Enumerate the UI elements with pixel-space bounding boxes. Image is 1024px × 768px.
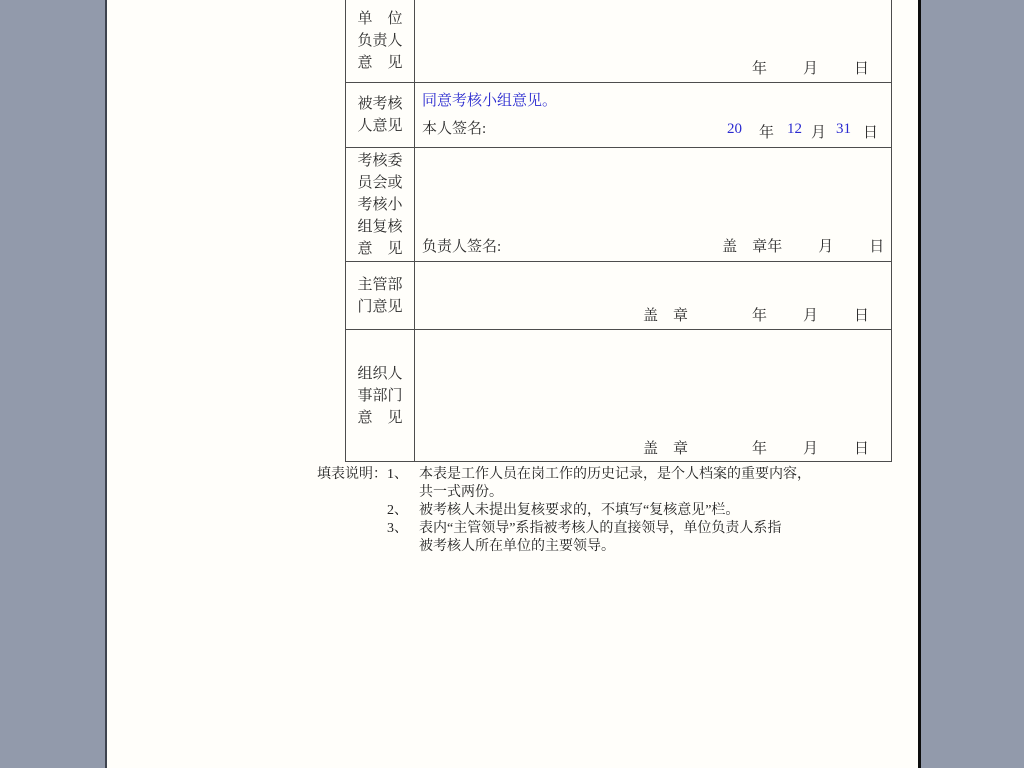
month-label: 月 [810, 125, 826, 141]
row-label-line: 组复核 [357, 218, 403, 235]
row-label-line: 员会或 [357, 174, 403, 191]
date-line [752, 304, 869, 325]
day-value: 31 [835, 121, 851, 137]
row-label-line: 门意见 [357, 298, 403, 315]
signature-label: 本人签名: [422, 121, 487, 137]
row-label-line: 被考核 [357, 96, 403, 112]
note-line: 表内“主管领导”系指被考核人的直接领导，单位负责人系指 [419, 521, 782, 536]
month-label: 月 [802, 61, 818, 77]
row-label-line: 意 见 [357, 410, 403, 426]
note-number: 1、 [387, 467, 408, 482]
row-label-line: 考核委 [357, 152, 403, 169]
row-label-line: 主管部 [357, 276, 403, 293]
table-row-unit-leader-opinion [346, 0, 891, 83]
row-label-line: 单 位 [357, 11, 403, 27]
date-line [752, 57, 869, 78]
document-page [105, 0, 921, 768]
row-label [346, 0, 415, 82]
stamp-line [422, 437, 869, 458]
table-row-review-committee-opinion [346, 148, 891, 262]
row-label-line: 负责人 [357, 33, 403, 49]
year-value: 20 [726, 121, 742, 137]
row-label [346, 148, 415, 261]
stamp-label: 盖 章 [643, 441, 689, 457]
signature-line [422, 235, 885, 256]
signature-label: 负责人签名: [422, 239, 502, 255]
note-number: 2、 [387, 503, 408, 518]
row-label [346, 262, 415, 329]
stamp-label: 盖 章 [722, 239, 768, 255]
day-label: 日 [853, 308, 869, 324]
assessment-form-table [345, 0, 892, 462]
year-label: 年 [767, 239, 783, 255]
year-label: 年 [751, 61, 767, 77]
notes-items [387, 466, 811, 556]
row-label-line: 人意见 [357, 118, 403, 134]
opinion-cell [415, 330, 891, 462]
filling-instructions [317, 466, 811, 556]
note-line: 被考核人所在单位的主要领导。 [419, 539, 615, 554]
note-text [419, 520, 781, 556]
note-text [419, 466, 811, 502]
month-value: 12 [786, 121, 802, 137]
opinion-cell [415, 0, 891, 82]
note-line: 本表是工作人员在岗工作的历史记录，是个人档案的重要内容， [419, 467, 811, 482]
note-item-2 [387, 502, 811, 520]
stamp-label: 盖 章 [643, 308, 689, 324]
note-line: 被考核人未提出复核要求的，不填写“复核意见”栏。 [419, 503, 740, 518]
day-label: 日 [853, 61, 869, 77]
row-label [346, 83, 415, 147]
day-label: 日 [853, 441, 869, 457]
note-item-1 [387, 466, 811, 502]
row-label [346, 330, 415, 462]
notes-label: 填表说明： [317, 467, 387, 482]
opinion-cell [415, 148, 891, 261]
month-label: 月 [802, 308, 818, 324]
assessee-opinion-text: 同意考核小组意见。 [422, 93, 558, 109]
date-line [767, 235, 884, 256]
day-label: 日 [869, 239, 885, 255]
table-row-supervisor-dept-opinion [346, 262, 891, 330]
opinion-cell [415, 83, 891, 147]
row-label-line: 意 见 [357, 55, 403, 71]
year-label: 年 [751, 308, 767, 324]
year-label: 年 [758, 125, 774, 141]
opinion-cell [415, 262, 891, 329]
row-label-line: 组织人 [357, 366, 403, 382]
stamp-line [422, 304, 869, 325]
month-label: 月 [818, 239, 834, 255]
row-label-line: 事部门 [357, 388, 403, 404]
note-line: 共一式两份。 [419, 485, 503, 500]
date-line [752, 437, 869, 458]
row-label-line: 意 见 [357, 240, 403, 257]
day-label: 日 [862, 125, 878, 141]
signature-line [422, 117, 878, 142]
note-number: 3、 [387, 521, 408, 536]
table-row-hr-dept-opinion [346, 330, 891, 462]
note-item-3 [387, 520, 811, 556]
date-line [727, 121, 878, 142]
year-label: 年 [751, 441, 767, 457]
month-label: 月 [802, 441, 818, 457]
table-row-assessee-opinion [346, 83, 891, 148]
row-label-line: 考核小 [357, 196, 403, 213]
note-text [419, 502, 739, 520]
